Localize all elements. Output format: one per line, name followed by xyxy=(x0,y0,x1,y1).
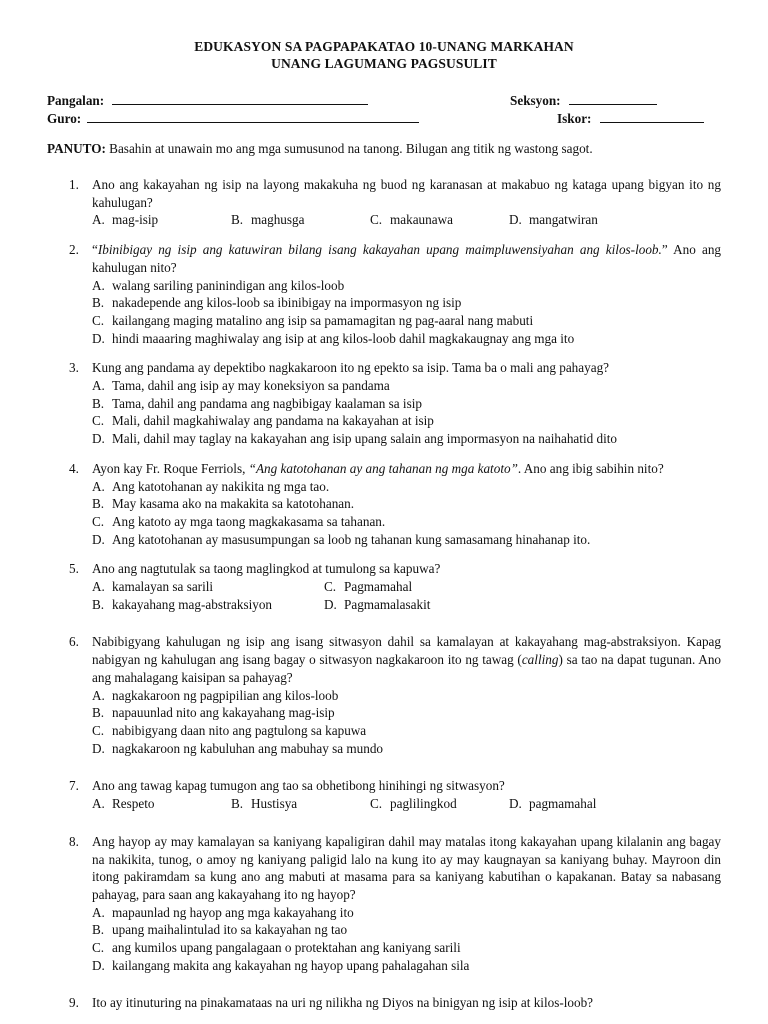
option-a[interactable]: A. Respeto xyxy=(92,796,155,812)
option-d[interactable]: D. mangatwiran xyxy=(509,212,598,228)
question-5: 5. Ano ang nagtutulak sa taong maglingkod at tumulong sa kapuwa? A. kamalayan sa sarili C. Pagmamahal B. kakayahang mag-abstraksiyon D. Pagmamalasakit xyxy=(47,560,721,613)
option-a[interactable]: A. mapaunlad ng hayop ang mga kakayahang ito xyxy=(92,904,354,920)
option-a[interactable]: A. nagkakaroon ng pagpipilian ang kilos-loob xyxy=(92,687,339,703)
option-a[interactable]: A. kamalayan sa sarili xyxy=(92,579,214,595)
options xyxy=(92,277,721,348)
option-c[interactable]: C. Mali, dahil magkahiwalay ang pandama na kakayahan at isip xyxy=(92,413,434,429)
question-text: Ano ang tawag kapag tumugon ang tao sa obhetibong hinihingi ng sitwasyon? xyxy=(92,778,505,794)
question-3: 3. Kung ang pandama ay depektibo nagkakaroon ito ng epekto sa isip. Tama ba o mali ang pahayag? A. Tama, dahil ang isip ay may koneksiyon sa pandama B. Tama, dahil ang pandama ang nagbibigay kaalaman sa isip C. Mali, dahil magkahiwalay ang pandama na kakayahan at isip D. Mali, dahil may taglay na kakayahan ang isip upang salain ang impormasyon na naihahatid dito xyxy=(47,359,721,448)
option-b[interactable]: B. May kasama ako na makakita sa katotohanan. xyxy=(92,496,355,512)
option-d[interactable]: D. Ang katotohanan ay masusumpungan sa loob ng tahanan kung samasamang hinahanap ito. xyxy=(92,531,591,547)
instructions-text: Basahin at unawain mo ang mga sumusunod na tanong. Bilugan ang titik ng wastong sagot. xyxy=(105,141,593,156)
option-a[interactable]: A. walang sariling paninindigan ang kilos-loob xyxy=(92,277,345,293)
option-a[interactable]: A. Tama, dahil ang isip ay may koneksiyon sa pandama xyxy=(92,378,390,394)
option-c[interactable]: C. kailangang maging matalino ang isip sa pamamagitan ng pag-aaral nang mabuti xyxy=(92,312,534,328)
option-b[interactable]: B. Tama, dahil ang pandama ang nagbibigay kaalaman sa isip xyxy=(92,395,422,411)
question-text: Ang hayop ay may kamalayan sa kaniyang kapaligiran dahil may matalas itong kakayahan upang kilalanin ang bagay na nakikita, tunog, o amoy ng kaniyang paligid lalo na kung ito ay may kaugnayan sa kaniyang buhay. Mayroon din itong pakiramdam sa kung ano ang mabuti at masama para sa kaniyang kabutihan o kapakanan. Batay sa nabasang pahayag, para saan ang kakayahang ito ng hayop? xyxy=(92,833,721,902)
option-b[interactable]: B. nakadepende ang kilos-loob sa ibinibigay na impormasyon ng isip xyxy=(92,295,462,311)
question-text: Ayon kay Fr. Roque Ferriols, “Ang katotohanan ay ang tahanan ng mga katoto”. Ano ang ibig sabihin nito? xyxy=(92,460,664,476)
options xyxy=(92,377,721,448)
option-b[interactable]: B. napauunlad nito ang kakayahang mag-isip xyxy=(92,705,335,721)
option-d[interactable]: D. nagkakaroon ng kabuluhan ang mabuhay sa mundo xyxy=(92,740,384,756)
option-d[interactable]: D. Mali, dahil may taglay na kakayahan ang isip upang salain ang impormasyon na naihahatid dito xyxy=(92,431,618,447)
question-2: 2. “Ibinibigay ng isip ang katuwiran bilang isang kakayahan upang maimpluwensiyahan ang kilos-loob.” Ano ang kahulugan nito? A. walang sariling paninindigan ang kilos-loob B. nakadepende ang kilos-loob sa ibinibigay na impormasyon ng isip C. kailangang maging matalino ang isip sa pamamagitan ng pag-aaral nang mabuti D. hindi maaaring maghiwalay ang isip at ang kilos-loob dahil magkakaugnay ang mga ito xyxy=(69,242,722,346)
options xyxy=(92,578,721,613)
question-text: Ano ang nagtutulak sa taong maglingkod at tumulong sa kapuwa? xyxy=(92,561,441,577)
option-a[interactable]: A. Ang katotohanan ay nakikita ng mga tao. xyxy=(92,478,330,494)
question-8: 8. Ang hayop ay may kamalayan sa kaniyang kapaligiran dahil may matalas itong kakayahan upang kilalanin ang bagay na nakikita, tunog, o amoy ng kaniyang paligid lalo na kung ito ay may kaugnayan sa kaniyang buhay. Mayroon din itong pakiramdam sa kung ano ang mabuti at masama para sa kaniyang kabutihan o kapakanan. Batay sa nabasang pahayag, para saan ang kakayahang ito ng hayop? A. mapaunlad ng hayop ang mga kakayahang ito B. upang maihalintulad ito sa kakayahan ng tao C. ang kumilos upang pangalagaan o protektahan ang kaniyang sarili D. kailangang makita ang kakayahan ng hayop upang pahalagahan sila xyxy=(69,833,721,973)
title-line-1: EDUKASYON SA PAGPAPAKATAO 10-UNANG MARKAHAN xyxy=(194,39,574,54)
iskor-field[interactable] xyxy=(600,110,704,123)
options xyxy=(92,687,721,758)
option-b[interactable]: B. upang maihalintulad ito sa kakayahan ng tao xyxy=(92,922,348,938)
question-text: “Ibinibigay ng isip ang katuwiran bilang isang kakayahan upang maimpluwensiyahan ang kilos-loob.” Ano ang kahulugan nito? xyxy=(92,242,722,275)
option-b[interactable]: B. Hustisya xyxy=(231,796,298,812)
guro-label: Guro: xyxy=(47,111,82,126)
option-c[interactable]: C. Ang katoto ay mga taong magkakasama sa tahanan. xyxy=(92,513,386,529)
title-line-2: UNANG LAGUMANG PAGSUSULIT xyxy=(271,56,497,71)
option-d[interactable]: D. kailangang makita ang kakayahan ng hayop upang pahalagahan sila xyxy=(92,957,470,973)
option-c[interactable]: C. makaunawa xyxy=(370,212,453,228)
options xyxy=(92,478,721,549)
question-1: 1. Ano ang kakayahan ng isip na layong makakuha ng buod ng karanasan at makabuo ng kataga upang bigyan ito ng kahulugan? A. mag-isip B. maghusga C. makaunawa D. mangatwiran xyxy=(69,177,721,228)
pangalan-label: Pangalan: xyxy=(47,93,105,108)
page-title xyxy=(47,38,721,72)
seksyon-field[interactable] xyxy=(569,92,657,105)
guro-field[interactable] xyxy=(87,110,419,123)
option-d[interactable]: D. pagmamahal xyxy=(509,796,597,812)
option-d[interactable]: D. hindi maaaring maghiwalay ang isip at ang kilos-loob dahil magkakaugnay ang mga ito xyxy=(92,330,575,346)
options xyxy=(92,904,721,975)
options xyxy=(92,795,721,813)
question-list xyxy=(47,176,721,1012)
option-b[interactable]: B. maghusga xyxy=(231,212,305,228)
instructions-label: PANUTO: xyxy=(47,141,106,156)
option-d[interactable]: D. Pagmamalasakit xyxy=(324,596,431,612)
iskor-label: Iskor: xyxy=(557,111,592,126)
option-c[interactable]: C. ang kumilos upang pangalagaan o protektahan ang kaniyang sarili xyxy=(92,940,461,956)
question-7: 7. Ano ang tawag kapag tumugon ang tao sa obhetibong hinihingi ng sitwasyon? A. Respeto B. Hustisya C. paglilingkod D. pagmamahal xyxy=(47,777,721,812)
question-text: Kung ang pandama ay depektibo nagkakaroon ito ng epekto sa isip. Tama ba o mali ang pahayag? xyxy=(92,360,610,376)
option-c[interactable]: C. paglilingkod xyxy=(370,796,457,812)
option-b[interactable]: B. kakayahang mag-abstraksiyon xyxy=(92,596,273,612)
option-c[interactable]: C. Pagmamahal xyxy=(324,579,413,595)
question-text: Ano ang kakayahan ng isip na layong makakuha ng buod ng karanasan at makabuo ng kataga upang bigyan ito ng kahulugan? xyxy=(92,177,721,210)
pangalan-field[interactable] xyxy=(112,92,368,105)
options xyxy=(92,211,721,229)
student-info xyxy=(47,92,721,128)
question-4: 4. Ayon kay Fr. Roque Ferriols, “Ang katotohanan ay ang tahanan ng mga katoto”. Ano ang ibig sabihin nito? A. Ang katotohanan ay nakikita ng mga tao. B. May kasama ako na makakita sa katotohanan. C. Ang katoto ay mga taong magkakasama sa tahanan. D. Ang katotohanan ay masusumpungan sa loob ng tahanan kung samasamang hinahanap ito. xyxy=(47,460,721,549)
option-c[interactable]: C. nabibigyang daan nito ang pagtulong sa kapuwa xyxy=(92,722,367,738)
seksyon-label: Seksyon: xyxy=(510,93,561,108)
instructions xyxy=(47,140,721,157)
option-a[interactable]: A. mag-isip xyxy=(92,212,159,228)
question-text: Ito ay itinuturing na pinakamataas na uri ng nilikha ng Diyos na binigyan ng isip at kilos-loob? xyxy=(92,995,594,1011)
question-9: 9. Ito ay itinuturing na pinakamataas na uri ng nilikha ng Diyos na binigyan ng isip at kilos-loob? xyxy=(47,994,721,1012)
question-text: Nabibigyang kahulugan ng isip ang isang sitwasyon dahil sa kamalayan at kakayahang mag-abstraksiyon. Kapag nabigyan ng kahulugan ang isang bagay o sitwasyon nagkakaroon ito ng tawag (calling) sa tao na dapat tugunan. Ano ang mahalagang kaisipan sa pahayag? xyxy=(92,634,722,685)
question-6: 6. Nabibigyang kahulugan ng isip ang isang sitwasyon dahil sa kamalayan at kakayahang mag-abstraksiyon. Kapag nabigyan ng kahulugan ang isang bagay o sitwasyon nagkakaroon ito ng tawag (calling) sa tao na dapat tugunan. Ano ang mahalagang kaisipan sa pahayag? A. nagkakaroon ng pagpipilian ang kilos-loob B. napauunlad nito ang kakayahang mag-isip C. nabibigyang daan nito ang pagtulong sa kapuwa D. nagkakaroon ng kabuluhan ang mabuhay sa mundo xyxy=(69,634,722,756)
